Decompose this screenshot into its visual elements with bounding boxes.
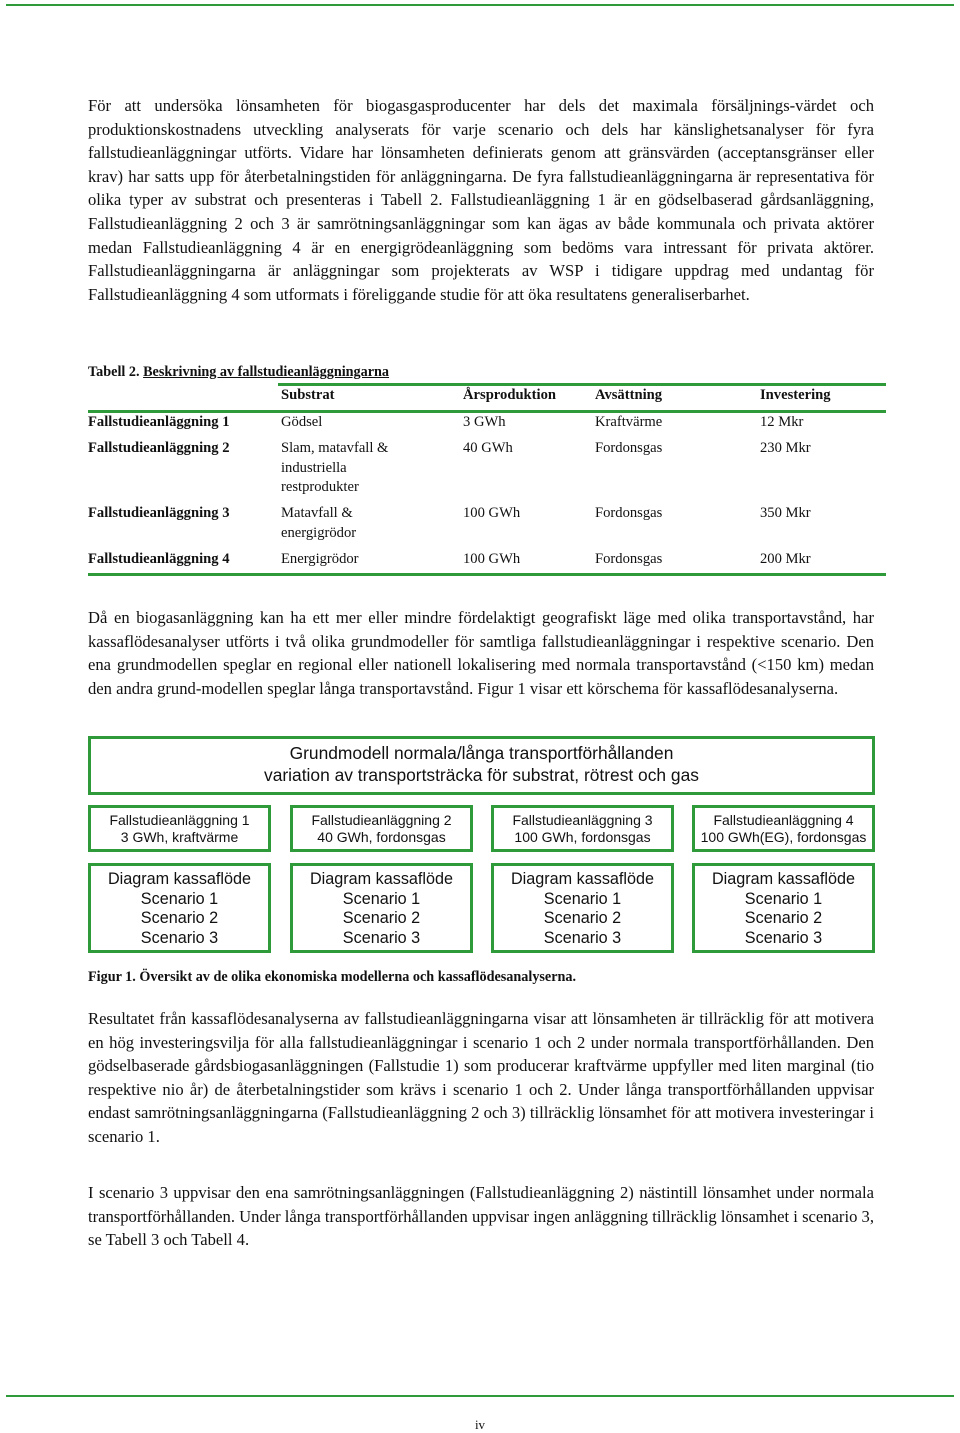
cashflow-4-title: Diagram kassaflöde bbox=[711, 870, 856, 888]
cashflow-2-scenario-3: Scenario 3 bbox=[342, 928, 421, 947]
row-4-substrat: Energigrödor bbox=[281, 551, 359, 567]
cashflow-1-scenario-2: Scenario 2 bbox=[140, 909, 219, 928]
cashflow-3-scenario-3: Scenario 3 bbox=[543, 928, 622, 947]
cashflow-4-scenario-3: Scenario 3 bbox=[744, 928, 823, 947]
row-4-avsattning: Fordonsgas bbox=[595, 551, 663, 567]
diagram-case-box-1 bbox=[88, 805, 271, 852]
row-3-substrat: Matavfall & energigrödor bbox=[281, 505, 357, 541]
paragraph-results: Resultatet från kassaflödesanalyserna av fallstudieanläggningarna visar att lönsamheten är tillräcklig för att motivera en hög investeringsvilja för alla fallstudieanläggningar i scenario 1 och 2 under normala transportförhållanden. Den gödselbaserade gårdsbiogasanläggningen (Fallstudie 1) som producerar kraftvärme uppfyller med liten marginal (tio respektive nio år) de återbetalningstider som krävs i scenario 1 och 2. Under långa transportförhållanden uppvisar endast samrötningsanläggningarna (Fallstudieanläggning 2 och 3) tillräcklig lönsamhet för att motivera investeringar i scenario 1. bbox=[88, 1009, 874, 1146]
paragraph-intro: För att undersöka lönsamheten för biogasgasproducenter har dels det maximala försäljnings-värdet och produktionskostnadens utveckling analyserats för varje scenario och dels har känslighetsanalyser för fyra fallstudieanläggningar utförts. Vidare har lönsamheten definierats genom att gränsvärden (acceptansgränser eller krav) har satts upp för återbetalningstiden för anläggningarna. De fyra fallstudieanläggningarna är representativa för olika typer av substrat och presenteras i Tabell 2. Fallstudieanläggning 1 är en gödselbaserad gårdsanläggning, Fallstudieanläggning 2 och 3 är samrötningsanläggningar som kan ägas av både kommunala och privata aktörer medan Fallstudieanläggning 4 är en energigrödeanläggning som bedöms vara intressant för privata aktörer. Fallstudieanläggningarna är anläggningar som projekterats av WSP i tidigare uppdrag med undantag för Fallstudieanläggning 4 som utformats i föreliggande studie för att öka resultatens generaliserbarhet. bbox=[88, 96, 874, 304]
figure-caption: Figur 1. Översikt av de olika ekonomiska modellerna och kassaflödesanalyserna. bbox=[88, 969, 577, 985]
diagram-title-line-1: Grundmodell normala/långa transportförhållanden bbox=[289, 743, 674, 763]
row-1-produktion: 3 GWh bbox=[463, 414, 506, 430]
row-1-avsattning: Kraftvärme bbox=[595, 414, 663, 430]
cashflow-4-scenario-1: Scenario 1 bbox=[744, 889, 823, 908]
row-3-label: Fallstudieanläggning 3 bbox=[88, 505, 230, 521]
table-end-rule bbox=[88, 573, 886, 576]
row-4-investering: 200 Mkr bbox=[760, 551, 811, 567]
case-2-detail: 40 GWh, fordonsgas bbox=[317, 829, 446, 845]
diagram-case-box-3 bbox=[491, 805, 674, 852]
diagram-cashflow-box-3 bbox=[491, 863, 674, 953]
header-avsattning: Avsättning bbox=[595, 387, 663, 403]
table-caption-text: Beskrivning av fallstudieanläggningarna bbox=[143, 364, 390, 380]
cashflow-1-title: Diagram kassaflöde bbox=[107, 870, 252, 888]
diagram-cashflow-box-1 bbox=[88, 863, 271, 953]
cashflow-1-scenario-3: Scenario 3 bbox=[140, 928, 219, 947]
cashflow-2-title: Diagram kassaflöde bbox=[309, 870, 454, 888]
row-3-avsattning: Fordonsgas bbox=[595, 505, 663, 521]
diagram-case-box-2 bbox=[290, 805, 473, 852]
row-4-produktion: 100 GWh bbox=[463, 551, 521, 567]
footer-rule bbox=[6, 1395, 954, 1397]
table-caption-prefix: Tabell 2. bbox=[88, 364, 144, 380]
case-3-detail: 100 GWh, fordonsgas bbox=[514, 829, 651, 845]
cashflow-2-scenario-1: Scenario 1 bbox=[342, 889, 421, 908]
case-4-name: Fallstudieanläggning 4 bbox=[713, 812, 854, 828]
cashflow-1-scenario-1: Scenario 1 bbox=[140, 889, 219, 908]
table-caption bbox=[88, 364, 389, 381]
header-substrat: Substrat bbox=[281, 387, 335, 403]
header-arsproduktion: Årsproduktion bbox=[463, 387, 556, 403]
row-2-produktion: 40 GWh bbox=[463, 440, 513, 456]
row-1-investering: 12 Mkr bbox=[760, 414, 804, 430]
row-4-label: Fallstudieanläggning 4 bbox=[88, 551, 230, 567]
header-investering: Investering bbox=[760, 387, 831, 403]
case-4-detail: 100 GWh(EG), fordonsgas bbox=[700, 829, 867, 845]
diagram-cashflow-box-4 bbox=[692, 863, 875, 953]
row-3-produktion: 100 GWh bbox=[463, 505, 521, 521]
cashflow-3-scenario-2: Scenario 2 bbox=[543, 909, 622, 928]
diagram-title-line-2: variation av transportsträcka för substrat, rötrest och gas bbox=[264, 765, 699, 785]
cashflow-2-scenario-2: Scenario 2 bbox=[342, 909, 421, 928]
diagram-cashflow-box-2 bbox=[290, 863, 473, 953]
case-1-name: Fallstudieanläggning 1 bbox=[109, 812, 250, 828]
header-rule bbox=[6, 4, 954, 6]
diagram-base-model-box bbox=[88, 736, 875, 795]
page-number: iv bbox=[474, 1417, 486, 1432]
row-2-avsattning: Fordonsgas bbox=[595, 440, 663, 456]
row-2-investering: 230 Mkr bbox=[760, 440, 811, 456]
row-1-substrat: Gödsel bbox=[281, 414, 323, 430]
row-3-investering: 350 Mkr bbox=[760, 505, 811, 521]
cashflow-3-scenario-1: Scenario 1 bbox=[543, 889, 622, 908]
row-2-label: Fallstudieanläggning 2 bbox=[88, 440, 230, 456]
case-3-name: Fallstudieanläggning 3 bbox=[512, 812, 653, 828]
cashflow-4-scenario-2: Scenario 2 bbox=[744, 909, 823, 928]
diagram-case-box-4 bbox=[692, 805, 875, 852]
paragraph-models: Då en biogasanläggning kan ha ett mer eller mindre fördelaktigt geografiskt läge med olika transportavstånd, har kassaflödesanalyser utförts i två olika grundmodeller för samtliga fallstudieanläggningar i respektive scenario. Den ena grundmodellen speglar en regional eller nationell lokalisering med normala transportavstånd (<150 km) medan den andra grund-modellen speglar långa transportavstånd. Figur 1 visar ett körschema för kassaflödesanalyserna. bbox=[88, 608, 874, 698]
paragraph-scenario-3: I scenario 3 uppvisar den ena samrötningsanläggningen (Fallstudieanläggning 2) nästintill lönsamhet under normala transportförhållanden. Under långa transportförhållanden uppvisar ingen anläggning tillräcklig lönsamhet i scenario 3, se Tabell 3 och Tabell 4. bbox=[88, 1183, 874, 1250]
row-2-substrat: Slam, matavfall & industriella restprodukter bbox=[281, 440, 389, 496]
case-1-detail: 3 GWh, kraftvärme bbox=[120, 829, 239, 845]
row-1-label: Fallstudieanläggning 1 bbox=[88, 414, 230, 430]
cashflow-3-title: Diagram kassaflöde bbox=[510, 870, 655, 888]
case-2-name: Fallstudieanläggning 2 bbox=[311, 812, 452, 828]
